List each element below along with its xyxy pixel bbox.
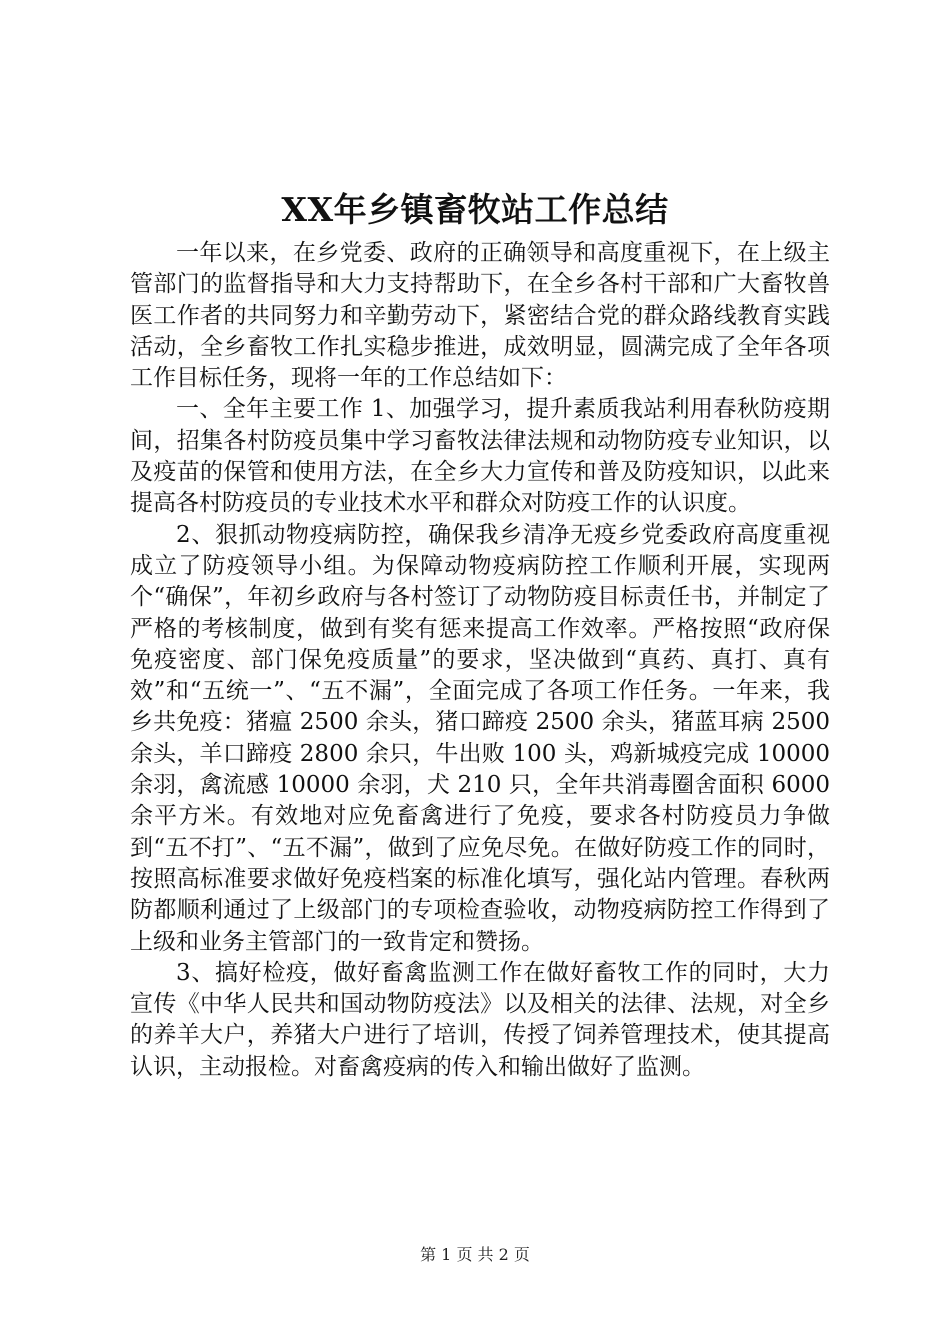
document-title: XX年乡镇畜牧站工作总结: [281, 190, 669, 229]
document-body: [130, 238, 830, 1083]
paragraph-section-2: 2、狠抓动物疫病防控，确保我乡清净无疫乡党委政府高度重视成立了防疫领导小组。为保障动物疫病防控工作顺利开展，实现两个“确保”，年初乡政府与各村签订了动物防疫目标责任书，并制定了严格的考核制度，做到有奖有惩来提高工作效率。严格按照“政府保免疫密度、部门保免疫质量”的要求，坚决做到“真药、真打、真有效”和“五统一”、“五不漏”，全面完成了各项工作任务。一年来，我乡共免疫：猪瘟 2500 余头，猪口蹄疫 2500 余头，猪蓝耳病 2500 余头，羊口蹄疫 2800 余只，牛出败 100 头，鸡新城疫完成 10000 余羽，禽流感 10000 余羽，犬 210 只，全年共消毒圈舍面积 6000 余平方米。有效地对应免畜禽进行了免疫，要求各村防疫员力争做到“五不打”、“五不漏”，做到了应免尽免。在做好防疫工作的同时，按照高标准要求做好免疫档案的标准化填写，强化站内管理。春秋两防都顺利通过了上级部门的专项检查验收，动物疫病防控工作得到了上级和业务主管部门的一致肯定和赞扬。: [130, 521, 830, 955]
paragraph-intro: 一年以来，在乡党委、政府的正确领导和高度重视下，在上级主管部门的监督指导和大力支持帮助下，在全乡各村干部和广大畜牧兽医工作者的共同努力和辛勤劳动下，紧密结合党的群众路线教育实践活动，全乡畜牧工作扎实稳步推进，成效明显，圆满完成了全年各项工作目标任务，现将一年的工作总结如下：: [130, 240, 830, 392]
page-number-footer: 第 1 页 共 2 页: [420, 1245, 530, 1264]
paragraph-section-1: 一、全年主要工作 1、加强学习，提升素质我站利用春秋防疫期间，招集各村防疫员集中学习畜牧法律法规和动物防疫专业知识，以及疫苗的保管和使用方法，在全乡大力宣传和普及防疫知识，以此来提高各村防疫员的专业技术水平和群众对防疫工作的认识度。: [130, 396, 830, 517]
paragraph-section-3: 3、搞好检疫，做好畜禽监测工作在做好畜牧工作的同时，大力宣传《中华人民共和国动物防疫法》以及相关的法律、法规，对全乡的养羊大户，养猪大户进行了培训，传授了饲养管理技术，使其提高认识，主动报检。对畜禽疫病的传入和输出做好了监测。: [130, 959, 830, 1080]
